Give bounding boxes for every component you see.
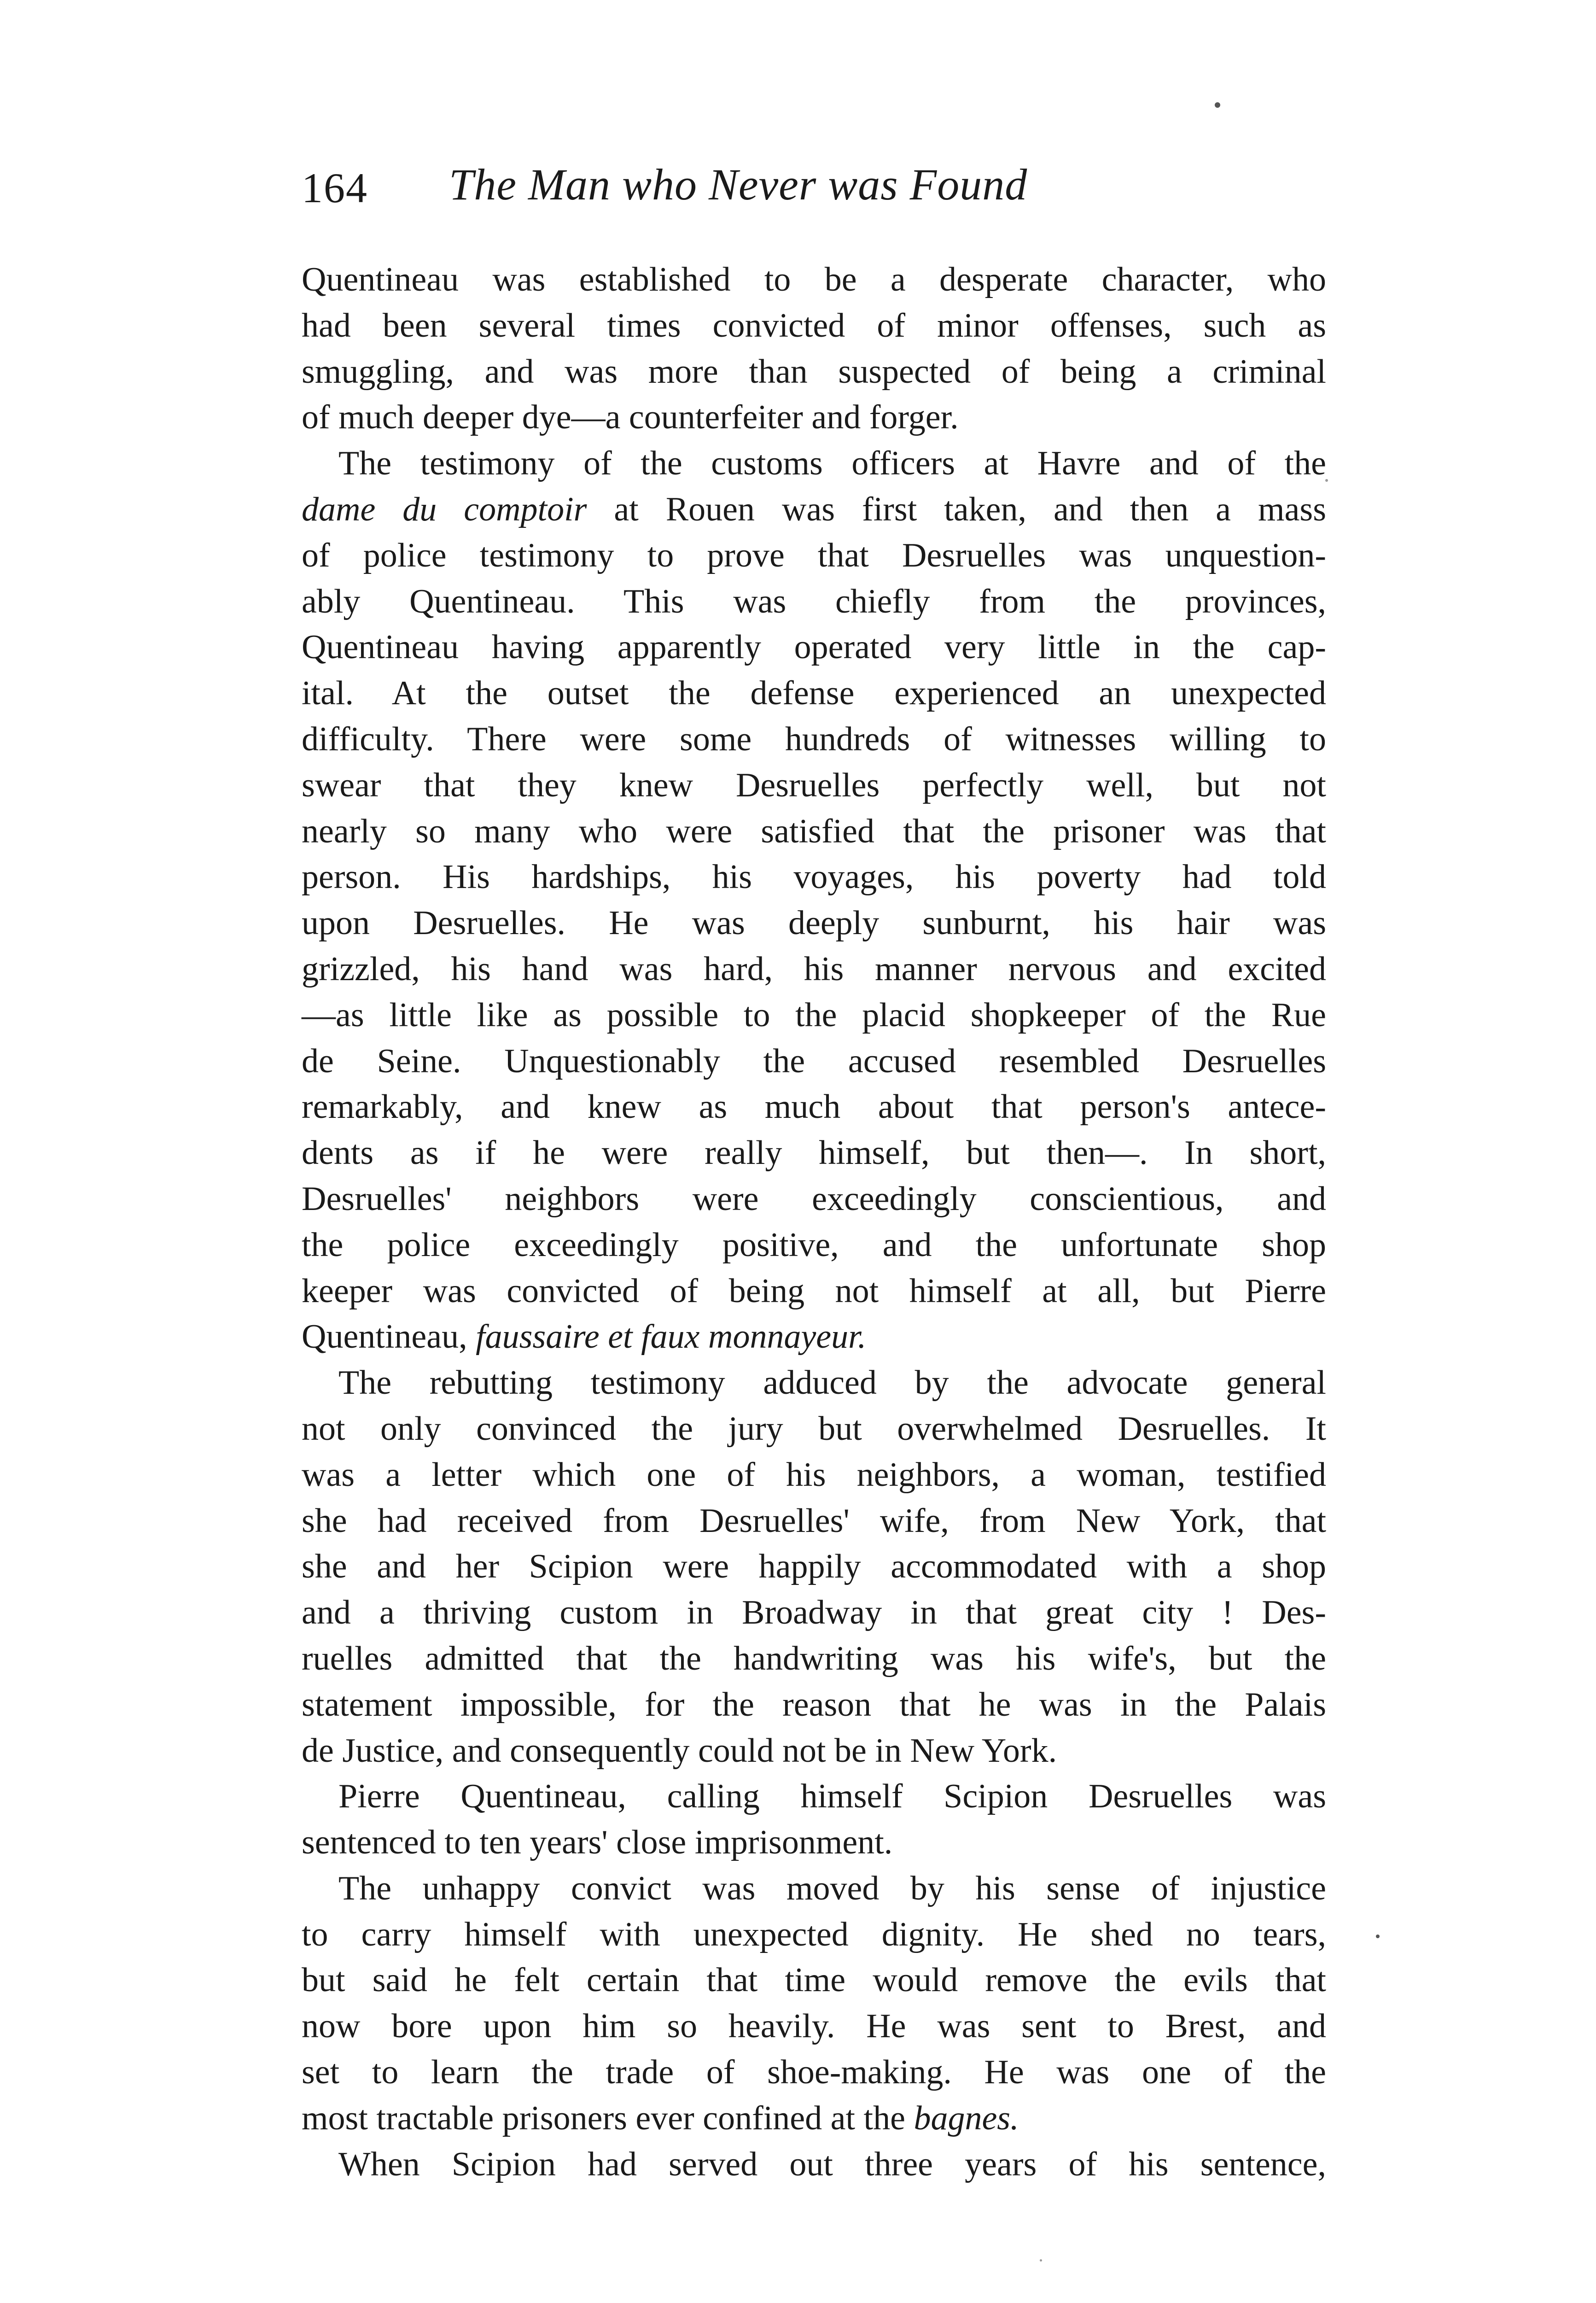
text-line: de Justice, and consequently could not be in New York. xyxy=(302,1731,1057,1770)
text-line xyxy=(302,487,1326,533)
text-line xyxy=(302,2096,1326,2142)
italic-phrase: dame du comptoir xyxy=(302,490,587,528)
text-line: Desruelles' neighbors were exceedingly conscientious, and xyxy=(302,1180,1326,1218)
text-line: upon Desruelles. He was deeply sunburnt, his hair was xyxy=(302,904,1326,942)
text-line: Pierre Quentineau, calling himself Scipion Desruelles was xyxy=(338,1777,1326,1816)
text-line: but said he felt certain that time would remove the evils that xyxy=(302,1961,1326,1999)
print-speck xyxy=(1376,1935,1380,1938)
body-text xyxy=(302,257,1326,2187)
italic-phrase: bagnes. xyxy=(914,2099,1019,2137)
text-line: nearly so many who were satisfied that the prisoner was that xyxy=(302,812,1326,850)
text-line: difficulty. There were some hundreds of witnesses willing to xyxy=(302,720,1326,758)
text-fragment: Quentineau, xyxy=(302,1318,476,1356)
text-line: to carry himself with unexpected dignity. He shed no tears, xyxy=(302,1915,1326,1953)
text-line: smuggling, and was more than suspected of being a criminal xyxy=(302,352,1326,391)
text-line: grizzled, his hand was hard, his manner nervous and excited xyxy=(302,950,1326,988)
text-line: had been several times convicted of minor offenses, such as xyxy=(302,306,1326,345)
italic-phrase: faussaire et faux monnayeur. xyxy=(476,1318,867,1356)
print-speck xyxy=(1215,102,1220,108)
text-line: When Scipion had served out three years of his sentence, xyxy=(338,2145,1326,2183)
text-line: person. His hardships, his voyages, his poverty had told xyxy=(302,858,1326,896)
text-line: and a thriving custom in Broadway in that great city ! Des- xyxy=(302,1594,1326,1632)
text-line: of much deeper dye—a counterfeiter and forger. xyxy=(302,398,959,437)
text-fragment: at Rouen was first taken, and then a mass xyxy=(587,490,1326,528)
text-line xyxy=(302,1314,1326,1360)
text-line: —as little like as possible to the placid shopkeeper of the Rue xyxy=(302,996,1326,1034)
text-line: ably Quentineau. This was chiefly from the provinces, xyxy=(302,582,1326,620)
text-line: ruelles admitted that the handwriting was his wife's, but the xyxy=(302,1639,1326,1678)
text-line: of police testimony to prove that Desruelles was unquestion- xyxy=(302,536,1326,574)
text-line: was a letter which one of his neighbors, a woman, testified xyxy=(302,1455,1326,1494)
running-title: The Man who Never was Found xyxy=(449,160,1028,209)
text-line: swear that they knew Desruelles perfectly well, but not xyxy=(302,766,1326,804)
text-line: she had received from Desruelles' wife, from New York, that xyxy=(302,1502,1326,1540)
text-line: statement impossible, for the reason that he was in the Palais xyxy=(302,1685,1326,1724)
text-line: ital. At the outset the defense experienced an unexpected xyxy=(302,674,1326,713)
text-line: Quentineau having apparently operated very little in the cap- xyxy=(302,628,1326,666)
text-line: dents as if he were really himself, but then—. In short, xyxy=(302,1134,1326,1172)
text-line: remarkably, and knew as much about that person's antece- xyxy=(302,1088,1326,1126)
text-line: Quentineau was established to be a desperate character, who xyxy=(302,261,1326,298)
running-header xyxy=(302,159,1328,219)
page-number: 164 xyxy=(302,164,368,211)
text-line: The testimony of the customs officers at Havre and of the xyxy=(338,444,1326,483)
text-fragment: most tractable prisoners ever confined at the xyxy=(302,2099,914,2137)
text-line: set to learn the trade of shoe-making. He was one of the xyxy=(302,2053,1326,2092)
text-line: not only convinced the jury but overwhelmed Desruelles. It xyxy=(302,1409,1326,1448)
text-line: she and her Scipion were happily accommodated with a shop xyxy=(302,1548,1326,1586)
text-line: the police exceedingly positive, and the unfortunate shop xyxy=(302,1226,1326,1264)
print-speck xyxy=(1040,2259,1042,2262)
text-line: de Seine. Unquestionably the accused resembled Desruelles xyxy=(302,1042,1326,1080)
text-line: keeper was convicted of being not himself at all, but Pierre xyxy=(302,1272,1326,1310)
text-line: sentenced to ten years' close imprisonment. xyxy=(302,1824,893,1862)
text-line: The rebutting testimony adduced by the advocate general xyxy=(338,1364,1326,1402)
text-line: now bore upon him so heavily. He was sent to Brest, and xyxy=(302,2007,1326,2046)
text-line: The unhappy convict was moved by his sense of injustice xyxy=(338,1869,1326,1907)
